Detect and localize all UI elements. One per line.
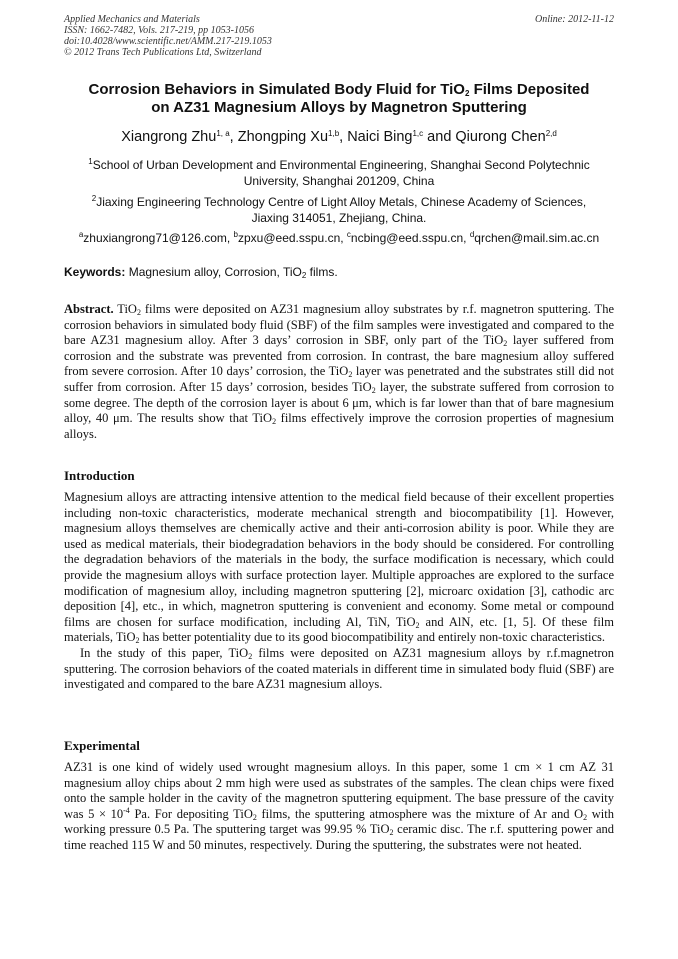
author-list bbox=[40, 129, 638, 145]
email-link[interactable]: $^d$qrchen@mail.sim.ac.cn bbox=[469, 230, 600, 245]
keywords-label: Keywords: bbox=[64, 265, 126, 279]
affiliation-2: $^2$Jiaxing Engineering Technology Centre of Light Alloy Metals, Chinese Academy of Sciences, Jiaxing 314051, Zhejiang, China. bbox=[91, 194, 587, 225]
issn-line: ISSN: 1662-7482, Vols. 217-219, pp 1053-1056 bbox=[64, 25, 254, 36]
author: Qiurong Chen$^{2,d}$ bbox=[455, 129, 557, 145]
author: Zhongping Xu$^{1,b}$, bbox=[237, 129, 348, 145]
copyright-line: © 2012 Trans Tech Publications Ltd, Switzerland bbox=[64, 47, 262, 58]
experimental-heading: Experimental bbox=[64, 738, 140, 753]
journal-header bbox=[64, 14, 614, 58]
author: Naici Bing$^{1,c}$ and bbox=[347, 129, 456, 145]
author: Xiangrong Zhu$^{1, a}$, bbox=[121, 129, 238, 145]
affiliation-1: $^1$School of Urban Development and Environmental Engineering, Shanghai Second Polytechnic University, Shanghai 201209, China bbox=[88, 157, 590, 188]
introduction-heading: Introduction bbox=[64, 468, 135, 483]
experimental-paragraph: AZ31 is one kind of widely used wrought magnesium alloys. In this paper, some 1 cm × 1 cm AZ 31 magnesium alloy chips about 2 mm high were used as substrates of the samples. The clean chips were fixed onto the sample holder in the cavity of the magnetron sputtering equipment. The base pressure of the cavity was $5 \times 10^{-4}$ Pa. For depositing TiO$_2$ films, the sputtering atmosphere was the mixture of Ar and $O_2$ with working pressure 0.5 Pa. The sputtering target was 99.95 % TiO$_2$ ceramic disc. The r.f. sputtering power and time reached 115 W and 50 minutes, respectively. During the sputtering, the substrates were not heated. bbox=[64, 760, 614, 852]
email-list bbox=[40, 231, 638, 245]
experimental-body bbox=[64, 760, 614, 854]
email-link[interactable]: $^c$ncbing@eed.sspu.cn, bbox=[346, 230, 470, 245]
online-date: Online: 2012-11-12 bbox=[535, 14, 614, 25]
introduction-paragraph-1: Magnesium alloys are attracting intensive attention to the medical field because of their excellent properties including non-toxic characteristics, moderate mechanical strength and biocompatibility [1]. However, magnesium alloys themselves are chemically active and their anti-corrosion ability is poor. While they are used as medical materials, their biodegradation behaviors in the body should be considered. For controlling the degradation behaviors of the materials in the body, the surface modification is necessary, which could provide the magnesium alloys with surface protection layer. Multiple approaches are explored to the surface modification of magnesium alloy, including magnetron sputtering [2], microarc oxidation [3], cathodic arc deposition [4], etc., in which, magnetron sputtering is convenient and economy. Some metal or compound films are chosen for surface modification, including Al, TiN, TiO$_2$ and AlN, etc. [1, 5]. Of these film materials, TiO$_2$ has better potentiality due to its good biocompatibility and entirely non-toxic characteristics. bbox=[64, 490, 615, 646]
email-link[interactable]: $^b$zpxu@eed.sspu.cn, bbox=[233, 230, 347, 245]
journal-name: Applied Mechanics and Materials bbox=[64, 14, 200, 25]
paper-title: Corrosion Behaviors in Simulated Body Fluid for TiO$_2$ Films Deposited on AZ31 Magnesium Alloys by Magnetron Sputtering bbox=[88, 81, 590, 116]
abstract-label: Abstract. bbox=[64, 302, 114, 316]
introduction-paragraph-2: In the study of this paper, TiO$_2$ films were deposited on AZ31 magnesium alloys by r.f.magnetron sputtering. The corrosion behaviors of the coated materials in different time in simulated body fluid (SBF) are investigated and compared to the bare AZ31 magnesium alloys. bbox=[64, 645, 614, 692]
abstract-paragraph: Abstract. TiO$_2$ films were deposited on AZ31 magnesium alloy substrates by r.f. magnetron sputtering. The corrosion behaviors in simulated body fluid (SBF) of the film samples were investigated and compared to the bare AZ31 magnesium alloy. After 3 days’ corrosion in SBF, only part of the TiO$_2$ layer suffered from corrosion and the substrate was prevented from corrosion. In contrast, the bare magnesium alloy suffered from severe corrosion. After 10 days’ corrosion, the TiO$_2$ layer was penetrated and the substrates still did not suffer from corrosion. After 15 days’ corrosion, besides TiO$_2$ layer, the substrate suffered from corrosion to some degree. The depth of the corrosion layer is about 6 μm, which is far lower than that of bare magnesium alloy, 40 μm. The results show that TiO$_2$ films effectively improve the corrosion properties of magnesium alloys. bbox=[64, 302, 614, 441]
email-link[interactable]: $^a$zhuxiangrong71@126.com, bbox=[78, 230, 234, 245]
keywords-line: Keywords: Magnesium alloy, Corrosion, TiO$_2$ films. bbox=[64, 265, 338, 280]
introduction-body bbox=[64, 490, 614, 693]
doi-line: doi:10.4028/www.scientific.net/AMM.217-219.1053 bbox=[64, 36, 272, 47]
